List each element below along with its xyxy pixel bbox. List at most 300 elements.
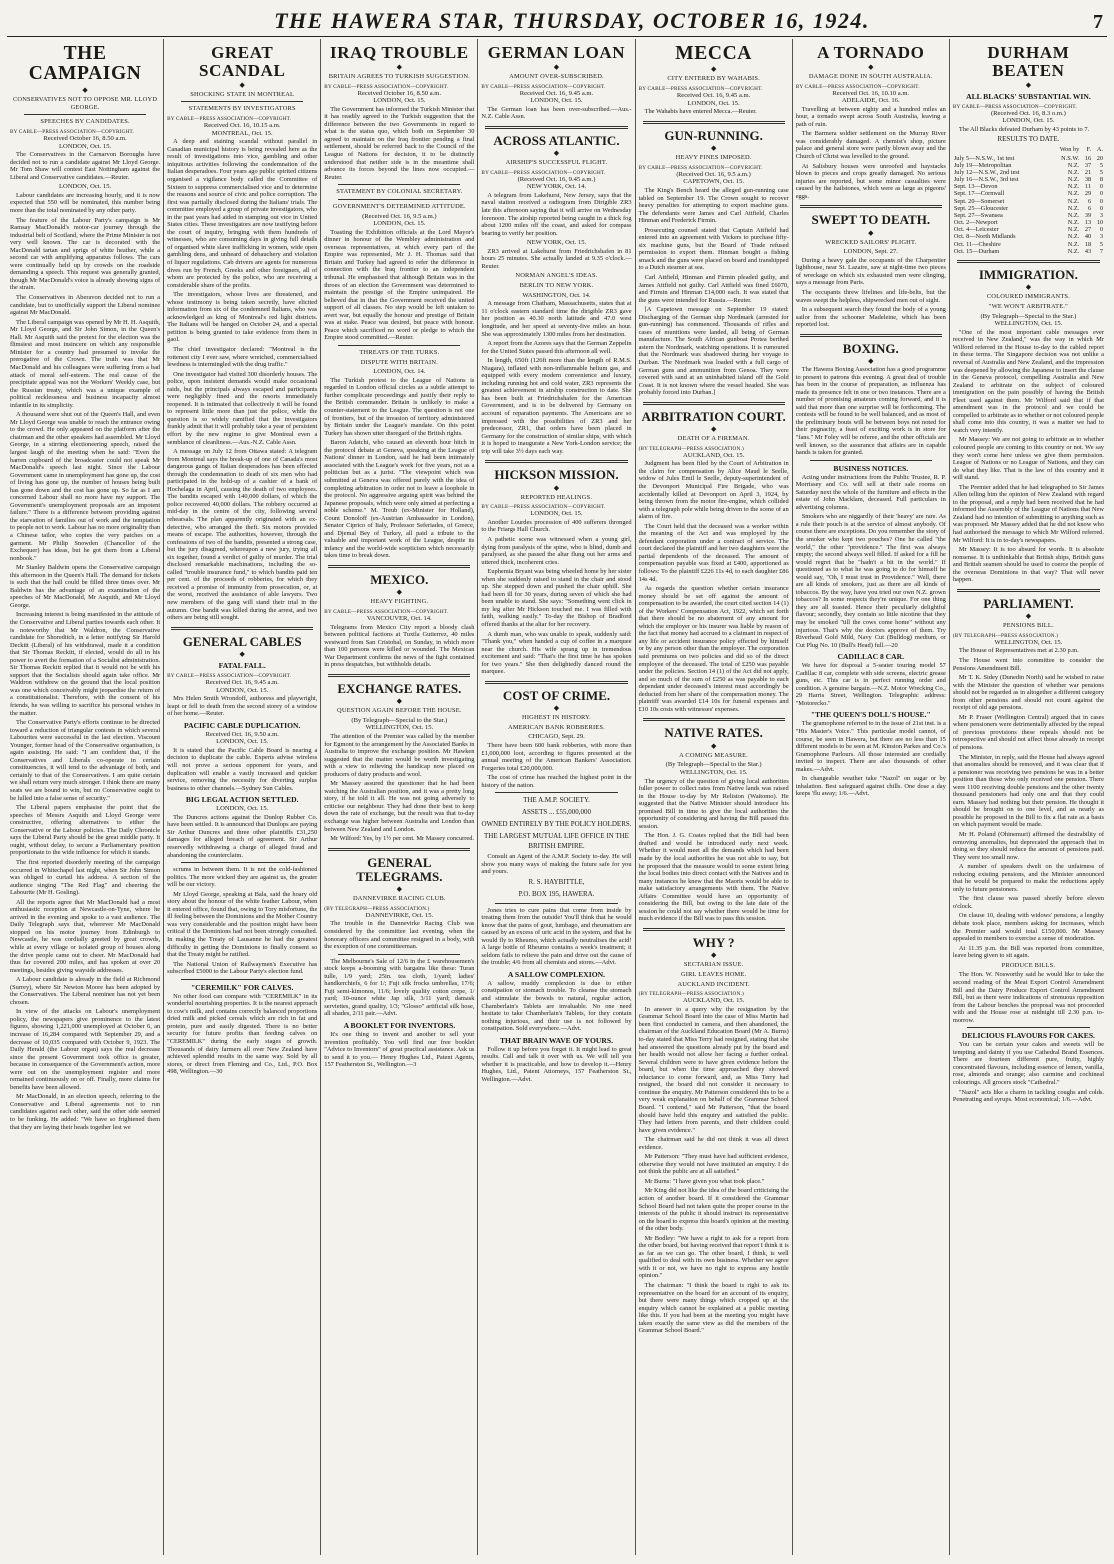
paragraph: The chief investigator declared: "Montreal is the rottenest city I ever saw, where wretched, commercialised lewdness is intermingled with the drug traffic.": [167, 345, 318, 369]
result-against: 5: [1099, 240, 1103, 248]
result-against: 0: [1099, 226, 1103, 234]
result-match: Oct. 15—Durham: [953, 247, 1000, 255]
subhead: REPORTED HEALINGS.: [520, 493, 593, 501]
divider: [24, 114, 146, 115]
headline-german-loan: GERMAN LOAN: [487, 43, 626, 62]
advert-title: "CEREMILK" FOR CALVES.: [190, 982, 294, 992]
table-row: [953, 190, 1104, 197]
dateline: LONDON, Oct. 15.: [373, 97, 426, 105]
divider: [485, 681, 627, 684]
divider: [967, 1027, 1090, 1028]
dateline: LONDON, Oct. 15.: [58, 183, 112, 191]
divider: [643, 121, 785, 124]
paragraph: Mrs Helen Smith Wrondoff, authoress and playwright, leapt or fell to death from the second storey of a window of her home.—Reuter.: [167, 695, 318, 718]
result-against: 3: [1099, 233, 1103, 241]
table-row: [953, 241, 1104, 248]
paragraph: The Conservative Party's efforts continue to be directed toward a reduction of triangular contests in which several Labourites were successful in the last election. Viscount Younger, former head of the Conservative organisation, is again assisting. He said: "I am confident that, if the Conservatives and Liberals co-operate in certain constituencies, it will tend to the advantage of both, and certainly to that of the Conservatives. I am quite certain we shall return very much stronger. I think there are many seats we are bound to win, but no Conservative ought to be lulled into a false sense of security.": [10, 719, 161, 802]
subhead: SHOCKING STATE IN MONTREAL: [190, 90, 295, 98]
advert-title: THE A.M.P. SOCIETY.: [523, 796, 590, 805]
divider: [485, 126, 627, 129]
paragraph: In a subsequent search they found the body of a young sailor from the schooner Madeleine, which has been reported lost.: [795, 306, 946, 329]
results-header-row: [953, 145, 1104, 154]
subhead: AMERICAN BANK ROBBERIES.: [508, 723, 605, 731]
ornament: ◆: [710, 425, 717, 434]
column-scandal: [164, 39, 321, 1555]
divider: [643, 718, 785, 721]
ornament: ◆: [553, 483, 560, 492]
received-line: (Received Oct. 16, 9.5 a.m.): [362, 212, 437, 220]
divider: [338, 199, 460, 200]
table-row: [953, 212, 1104, 219]
received-line: (Received Oct. 16, 8.3 o.m.): [990, 109, 1066, 117]
paragraph: The Court held that the deceased was a worker within the meaning of the Act and was employed by the defendant corporation under a contract of service. The court declared the plaintiff and her two daughters were the partial dependents of the deceased. The amount of compensation payable was fixed at £400, apportioned as follows: To the plaintiff £226 11s 4d, to each daughter £86 14s 4d.: [638, 522, 789, 583]
paragraph: Mr MacDonald, in an election speech, referring to the Conservative and Liberal agreements not to run candidates against each other, said the other side seemed to be funking. He added: "We have so frightened them that they are laying their heads together lest we: [10, 1093, 161, 1131]
paragraph: In view of the attacks on Labour's unemployment policy, the newspapers give prominence to the latest figures, showing 1,221,000 unemployed at October 6, an increase of 16,284 compared with September 29, and a decrease of 10,035 compared with October 9, 1923. The Daily Herald (the Labour organ) says the real decrease since the present Government took office is greater, because in consequence of the Government's action, more were out on the unemployment register and more remained continuously on or off. Finally, more claims for benefits have been allowed.: [10, 1008, 161, 1091]
paragraph: A telegram from Lakehurst, New Jersey, says that the naval station received a radiogram from Dirigible ZR3 late this afternoon saying that it will arrive on Wednesday forenoon. The airship reported being caught in a thick fog about 1200 miles off the coast, and asked for compass bearing to verify her position.: [481, 191, 632, 237]
result-against: 3: [1099, 211, 1103, 219]
source-line: BY CABLE—PRESS ASSOCIATION—COPYRIGHT.: [481, 169, 606, 176]
paragraph: The investigators, whose lives are threatened, and whose testimony is being taken secretly, have elicited information from six of the condemned Italians, who was acknowledged as king of Montreal's red light districts. The Italians will be hanged on October 24, and a special petition is being granted to take evidence from them in gaol.: [167, 291, 318, 344]
headline-hickson: HICKSON MISSION.: [494, 467, 619, 483]
dateline: LONDON, Sept. 27.: [843, 248, 898, 256]
paragraph: A report from the Azores says that the German Zeppelin for the United States passed this afternoon all well.: [481, 340, 632, 355]
dateline: VANCOUVER, Oct. 14.: [366, 614, 432, 622]
paragraph: The National Union of Railwaymen's Executive has subscribed £5000 to the Labour Party's election fund.: [167, 960, 318, 976]
table-row: [953, 248, 1104, 255]
received-line: Received Oct. 16, 9.45 a.m.: [205, 678, 279, 686]
divider: [171, 627, 313, 630]
divider: [328, 565, 470, 568]
paragraph: Mr H. Poland (Ohinemuri) affirmed the desirability of removing anomalies, but deprecated the approach that in doing so they should reduce the amount of pensions paid. They were too small now.: [952, 830, 1104, 861]
divider: [800, 334, 942, 337]
result-for: 39: [1084, 211, 1092, 219]
page-number: 7: [1093, 11, 1103, 33]
subhead: PACIFIC CABLE DUPLICATION.: [184, 720, 301, 730]
dateline: LONDON, Oct. 15.: [58, 142, 112, 150]
source-line: BY CABLE—PRESS ASSOCIATION—COPYRIGHT.: [638, 86, 763, 93]
result-winner: N.Z.: [1067, 204, 1080, 212]
ornament: ◆: [396, 885, 403, 894]
results-title: RESULTS TO DATE.: [997, 135, 1060, 144]
paragraph: It is stated that the Pacific Cable Board is nearing a decision to duplicate the cable. Experts advise wireless will not prove a serious opponent for years, and duplication will enable a vastly increased and quicker service, removing the necessity for diverting surplus business to other channels.—Sydney Sun Cables.: [167, 746, 318, 792]
table-row: [953, 226, 1104, 233]
paragraph: The occupants threw lifelines and life-belts, but the waves swept the helpless, shipwrecked men out of sight.: [795, 289, 946, 304]
result-match: July 12—N.S.W., 2nd test: [953, 168, 1020, 176]
advert-line: THE LARGEST MUTUAL LIFE OFFICE IN THE BRITISH EMPIRE.: [484, 831, 629, 850]
ornament: ◆: [1025, 283, 1032, 292]
result-for: 11: [1085, 183, 1092, 191]
source-line: BY CABLE—PRESS ASSOCIATION—COPYRIGHT.: [324, 608, 449, 615]
source-line: BY CABLE—PRESS ASSOCIATION—COPYRIGHT.: [10, 129, 134, 135]
paragraph: ZR3 arrived at Lakehurst from Friedrichshafen in 81 hours 25 minutes. She actually landed at 9.35 o'clock.—Reuter.: [481, 247, 632, 270]
result-match: Oct. 11—Cheshire: [953, 240, 1001, 248]
paragraph: Mr Massey: It is too absurd for words. It is absolute nonsense. It is unthinkable that British ships, British guns and British seamen should be used to coerce the people of the overseas Dominions in that way? That will never happen.: [952, 546, 1104, 584]
headline-campaign: THE CAMPAIGN: [28, 43, 142, 85]
headline-parliament: PARLIAMENT.: [983, 595, 1074, 611]
result-for: 40: [1084, 233, 1092, 241]
paragraph: scrums in between them. It is not the cold-fashioned politics. The more wicked they are against us, the greater will be our victory.: [167, 866, 318, 889]
ornament: ◆: [396, 62, 403, 71]
dateline: WELLINGTON, Oct. 15.: [994, 638, 1063, 646]
paragraph: The chairman: "I think the board is right to ask its representative on the board for an account of its enquiry, but there were many things which cropped up at the enquiry which cannot be explained at a public meeting like this. If you had been at the meeting you might have taken exactly the same view as did the members of the Grammar School Board.": [638, 1281, 789, 1335]
divider: [957, 589, 1100, 592]
result-winner: N.Z.: [1067, 240, 1080, 248]
advert-title: "THE QUEEN'S DOLL'S HOUSE.": [810, 710, 931, 720]
headline-arbitration: ARBITRATION COURT.: [641, 408, 786, 424]
result-against: 10: [1096, 219, 1103, 227]
subhead: SPEECHES BY CANDIDATES.: [40, 118, 130, 126]
dateline: AUCKLAND, Oct. 15.: [682, 451, 745, 459]
advert-line: OWNED ENTIRELY BY THE POLICY HOLDERS.: [481, 819, 632, 828]
divider: [810, 460, 932, 461]
dateline: LONDON, Oct. 15.: [216, 738, 269, 746]
paragraph: Carl Attfield, Hinman and Firmin pleaded guilty, and James Attfield not guilty. Carl Attfield was fined £6070, and Firmin and Hinman £14,000 each. It was stated that the guns were intended for Russia.—Reuter.: [638, 274, 789, 304]
source-line: BY CABLE—PRESS ASSOCIATION—COPYRIGHT.: [638, 164, 763, 171]
advert-title: THAT BRAIN WAVE OF YOURS.: [499, 1035, 613, 1045]
result-winner: N.Z.: [1067, 168, 1080, 176]
divider: [957, 260, 1100, 263]
dateline: MONTREAL, Oct. 15.: [211, 129, 273, 137]
column-mecca: [636, 39, 793, 1555]
headline-general-telegrams: GENERAL TELEGRAMS.: [356, 854, 443, 884]
subhead: WRECKED SAILORS' PLIGHT.: [825, 238, 917, 246]
divider: [328, 674, 470, 677]
divider: [181, 979, 303, 980]
source-line: BY CABLE—PRESS ASSOCIATION—COPYRIGHT.: [167, 116, 292, 123]
advert-text: "Nazol" acts like a charm in tackling coughs and colds. Penetrating and syrups. Most economical; 1/6.—Advt.: [952, 1088, 1104, 1104]
result-for: 6: [1087, 204, 1092, 212]
subhead: AIRSHIP'S SUCCESSFUL FLIGHT.: [505, 159, 608, 167]
result-match: Oct. 4—Leicester: [953, 226, 999, 234]
paragraph: The chairman said he did not think it was all direct evidence.: [638, 1136, 789, 1151]
advert-text: In changeable weather take "Nazol" on sugar or by inhalation. Best safeguard against chills. One dose a day keeps 'flu away; 1/6.—Advt.: [795, 775, 946, 798]
paragraph: The first clause was passed shortly before eleven o'clock.: [952, 895, 1104, 910]
advert-text: Consult an Agent of the A.M.P. Society to-day. He will show you many ways of making the future safe for you and yours.: [481, 853, 632, 876]
table-row: [953, 219, 1104, 226]
received-line: Received October 16, 8.50 a.m.: [43, 135, 127, 142]
dateline: CAPETOWN, Oct. 15.: [683, 178, 745, 186]
paragraph: The Barmera soldier settlement on the Murray River was considerably damaged. A chemist's shop, picture palace and general store were partly blown away and the Church of Christ was levelled to the ground.: [795, 130, 946, 160]
dateline: DANNEVIRKE, Oct. 15.: [365, 911, 434, 919]
paragraph: At 11.35 p.m. the Bill was reported from committee, leave being given to sit again.: [952, 944, 1104, 960]
result-against: 7: [1099, 247, 1103, 255]
subhead: DANNEVIRKE RACING CLUB.: [352, 895, 446, 903]
result-match: Oct. 8—North Midlands: [953, 233, 1016, 241]
result-winner: N.Z.: [1067, 176, 1080, 184]
dateline: LONDON, Oct. 15.: [216, 686, 269, 694]
paragraph: There have been 600 bank robberies, with more than £1,000,000 loot, according to figures presented at the annual meeting of the American Bankers' Association. Forgeries total £20,000,000.: [481, 742, 632, 772]
paragraph: The urgency of the question of giving local authorities fuller power to collect rates from Native lands was raised in the House to-day by Mr Reliston (Waitomo). He suggested that the Native Minister should introduce his promised Bill in time to give the local authorities the opportunity of considering and having the Bill passed this session.: [638, 777, 789, 830]
ornament: ◆: [396, 588, 403, 597]
result-winner: N.Z.: [1067, 247, 1080, 255]
subhead: A COMING MEASURE.: [679, 751, 749, 759]
table-row: [953, 198, 1104, 205]
paragraph: The first reported disorderly meeting of the campaign occurred in Whitechapel last night, when Sir John Simon was obliged to curtail his address. A section of the audience singing "The Red Flag" and cheering the Labourite (Mr H. Gosling).: [10, 858, 161, 897]
paragraph: A deep and staining scandal without parallel in Canadian municipal history is being revealed here as the result of investigations into vice, gambling and other iniquitous activities following the condemnation of the Italian desperadoes. Four years ago public spirited citizens organised a vigilance body called the Committee of Sixteen to suppress commercialised vice and to determine the reasons and source of civic and police corruption. The first was partially disclosed during the Italians' trials. The committee employed a group of private investigators, who in the past years had aided in stamping out vice in United States cities. These investigators are now testifying before the court of inquiry, bringing with them hundreds of witnesses, who are consuming days in giving full details of organised white slave trafficking in women, wide open gambling dens, and unheard of debauchery and violation of liquor regulations. Cab drivers are agents for numerous dives run by French, Greeks and other foreigners, all of whom are protected by the police, who are receiving a considerable share of the profits.: [167, 138, 318, 289]
result-match: Sept. 20—Somerset: [953, 197, 1005, 205]
advert-address: P.O. BOX 195, HAWERA.: [518, 889, 595, 898]
subhead: STATEMENT BY COLONIAL SECRETARY.: [336, 188, 463, 196]
headline-scandal: GREAT SCANDAL: [199, 43, 286, 80]
result-winner: N.Z.: [1067, 183, 1080, 191]
table-row: [953, 183, 1104, 190]
ornament: ◆: [553, 62, 560, 71]
paragraph: A message from Chatham, Massachusetts, states that at 11 o'clock eastern standard time the dirigible ZR3 gave her position as 40.30 north latitude and 47.0 west longitude, and her speed at seventy-five miles an hour. She was approximately 1300 miles from her destination.: [481, 300, 632, 338]
result-for: 27: [1084, 226, 1092, 234]
subhead: HIGHEST IN HISTORY.: [522, 714, 591, 722]
paragraph: Travelling at between eighty and a hundred miles an hour, a tornado swept across South Australia, leaving a path of ruin.: [795, 105, 946, 128]
newspaper-page: [7, 4, 1107, 1556]
paragraph: The cost of crime has reached the highest point in the history of the nation.: [481, 774, 632, 789]
ornament: ◆: [868, 62, 874, 71]
paragraph: Euphemia Bryant was being wheeled home by her sister when she suddenly raised to stand in the chair and stood up. She stepped down and pushed the chair uphill. She had been ill for 30 years, during seven of which she had been unable to stand. She says: "Something went click in my leg after Mr Hickson touched me. I was filled with faith, walking easily." To-day the Bishop of Bradford offered thanks at the altar for her recovery.: [481, 568, 632, 628]
masthead-title: THE HAWERA STAR, THURSDAY, OCTOBER 16, 1924.: [274, 8, 870, 33]
subhead: THREATS OF THE TURKS.: [359, 348, 440, 356]
headline-cost-of-crime: COST OF CRIME.: [502, 687, 611, 703]
subhead: HEAVY FIGHTING.: [370, 598, 429, 606]
ornament: ◆: [710, 144, 717, 153]
result-winner: N.S.W.: [1061, 154, 1080, 162]
paragraph: [A Capetown message on September 19 stated: Discharging of the German ship Nordmark (arrested for gun-running) has commenced. Thousands of rifles and cases of munitions were landed, all being of German manufacture. The South African gunboat Protea berthed astern the Nordmark, watching operations. It is rumoured that the Nordmark was shadowed during her voyage to Durban. The Nordmark was loaded with a full cargo of German guns and ammunition from Genoa. They were covered with sand at an uninhabited island off the Gold Coast. It is not known where the vessel headed. She was probably forced into Durban.]: [638, 306, 789, 397]
advert-name: R. S. HAYBITTLE,: [528, 877, 585, 886]
result-against: 5: [1099, 161, 1103, 169]
paragraph: Labour candidates are increasing hourly, and it is now expected that 550 will be nominated, this number being more than the total nominated by any other party.: [10, 191, 161, 215]
subhead: AUCKLAND INCIDENT.: [677, 980, 750, 988]
dateline: WELLINGTON, Oct. 15.: [365, 724, 434, 732]
dateline: LONDON, Oct. 15.: [530, 97, 583, 105]
paragraph: The Hon. W. Nosworthy said he would like to take the second reading of the Meat Export Control Amendment Bill and the Dairy Produce Export Control Amendment Bill, but as there were indications of strenuous opposition from the Labour benches the proposal was not proceeded with and the House rose at midnight till 2.30 p.m. to-morrow.: [952, 971, 1104, 1024]
paragraph: Mr Massey: We are not going to arbitrate as to whether coloured people are coming to this country or not. We say they won't come here unless we give them permission. League of Nations or no League of Nations, and they can do what they like. That is the law of this country and it will stand.: [952, 436, 1104, 482]
advert-text: No other food can compare with "CEREMILK" in its wonderful nourishing properties. It is the nearest approach to cow's milk, and contains correctly balanced proportions dried milk and picked cereals which are rich in fat and protein, pure and easily digested. There is no better security for future profits than feeding calves on "CEREMILK" during the early stages of growth. Thousands of dairy farmers all over New Zealand have achieved splendid results in the same way. Sold by all stores, or direct from Fleming and Co., Ltd., P.O. Box 498, Wellington.—30: [167, 992, 318, 1076]
result-for: 43: [1084, 247, 1092, 255]
result-for: 18: [1084, 240, 1092, 248]
dateline: NEW YORK, Oct. 14.: [526, 183, 587, 191]
paragraph: The Minister, in reply, said the House had always agreed that anomalies should be removed, and it was clear that if a pensioner was receiving two pensions he was in a better position than those who only received one pension. There were 1100 receiving double pensions and the other twenty thousand pensioners had only one and that they could earn. Massey had nothing but their pension. He thought it should be brought on to one level, and as nearly as possible he proposed in the Bill to fix a flat rate as a basis on which payment would be made.: [952, 753, 1104, 829]
paragraph: During a heavy gale the occupants of the Charpentier lighthouse, near St. Lazaire, saw at night-time two pieces of wreckage on which six exhausted men were clinging, says a message from Paris.: [795, 256, 946, 287]
table-row: [953, 176, 1104, 183]
dateline: LONDON, Oct. 15.: [216, 805, 269, 813]
result-match: Sept. 27—Swansea: [953, 211, 1003, 219]
advert-title: A BOOKLET FOR INVENTORS.: [343, 1021, 456, 1031]
result-winner: N.Z.: [1067, 161, 1080, 169]
headline-native-rates: NATIVE RATES.: [664, 725, 763, 741]
ornament: ◆: [710, 951, 717, 960]
advert-text: Follow it up before you forget it. It might lead to great results. Call and talk it over with us. We will tell you whether it is practicable, and how to develop it.—Henry Hughes, Ltd., Patent Attorneys, 157 Featherston St., Wellington.—Advt.: [481, 1045, 632, 1083]
dateline: LONDON, Oct. 15.: [1002, 117, 1055, 125]
paragraph: Telegrams from Mexico City report a bloody clash between political factions at Tuxtla Gutierrez, 40 miles westward from San Cristobal, on Sunday, in which more than 100 persons were killed or wounded. The Mexican War Department confirms the news of the fight contained in press despatches, but withholds details.: [324, 623, 475, 669]
subhead: "WE WON'T ARBITRATE.": [988, 302, 1068, 310]
received-line: (Received Oct. 16, 9.5 a.m.): [676, 170, 751, 178]
advert-text: We have for disposal a 5-seater touring model 57 Cadillac 8 car, complete with side screens, electric grease guns, etc. This car is in perfect running order and condition. A genuine bargain.—N.Z. Motor Wrecking Co., 29 Harris Street, Wellington. Telegraphic address: "Motorecko.": [795, 662, 946, 707]
results-table: [953, 145, 1104, 255]
result-for: 13: [1084, 219, 1092, 227]
result-for: 6: [1087, 197, 1092, 205]
received-line: Received Oct. 16, 10.10 a.m.: [832, 89, 910, 97]
dateline: CHICAGO, Sept. 29.: [528, 733, 585, 741]
divider: [338, 184, 460, 185]
divider: [800, 205, 942, 208]
divider: [643, 928, 785, 931]
table-row: [953, 205, 1104, 212]
paragraph: The Government has informed the Turkish Minister that it has readily agreed to the Turkish suggestion that the difference between the two Governments in regard to what is the status quo, which both on September 30 agreed to maintain on the Iraq frontier pending a final settlement, should be referred back to the Council of the League of Nations for decision, it to be distinctly understood that neither side is in the meantime shall advance its forces beyond the lines now occupied.—Reuter.: [324, 105, 475, 181]
subhead: PRODUCE BILLS.: [1001, 961, 1056, 969]
subhead: ALL BLACKS' SUBSTANTIAL WIN.: [966, 91, 1091, 101]
result-against: 5: [1099, 168, 1103, 176]
dateline: AUCKLAND, Oct. 15.: [682, 997, 745, 1005]
source-line: (BY TELEGRAPH—PRESS ASSOCIATION.): [638, 445, 744, 452]
paragraph: The Premier added that he had telegraphed to Sir James Allen telling him the opinion of New Zealand with regard to the proposal, and a reply had been received that he had informed the Assembly of the League of Nations that New Zealand had no intention of submitting to anything such as was proposed. Mr Massey added that he did not know who had authorised the message to which Mr Wilford referred. Mr Wilford: It is in to-day's newspapers.: [952, 483, 1104, 544]
ornament: ◆: [868, 228, 874, 237]
headline-across-atlantic: ACROSS ATLANTIC.: [493, 132, 620, 148]
subhead: BERLIN TO NEW YORK.: [519, 282, 594, 290]
paragraph: The Conservatives in Aberavon decided not to run a candidate, but to unofficially support the Liberal nominee against Mr MacDonald.: [10, 294, 161, 317]
paragraph: The King's Bench heard the alleged gun-running case tabled on September 19. The Crown sought to recover heavy penalties for attempting to export machine guns. The defendants were James and Carl Attfield, Charles Hinman and Frederick Firmin.: [638, 187, 789, 225]
subhead: COLOURED IMMIGRANTS.: [986, 293, 1070, 301]
result-against: 20: [1096, 154, 1103, 162]
result-match: Oct. 2—Newport: [953, 219, 998, 227]
advert-text: You can be certain your cakes and sweets will be tempting and dainty if you use Cathedral Brand Essences. There are fourteen different pure, fruity, highly concentrated flavours, including essence of lemon, vanilla, rose, almonds and orange; also carmine and cochineal colourings. All grocers stock "Cathedral.": [952, 1041, 1104, 1086]
ornament: ◆: [710, 65, 717, 74]
result-match: July 16—N.S.W., 3rd test: [953, 176, 1019, 184]
advert-title: A SALLOW COMPLEXION.: [507, 969, 606, 979]
dateline: NEW YORK, Oct. 15.: [526, 239, 587, 247]
headline-swept-to-death: SWEPT TO DEATH.: [811, 212, 931, 228]
source-line: (By Telegraph—Special to the Star.): [351, 716, 448, 724]
table-row: [953, 155, 1104, 162]
subhead: CONSERVATIVES NOT TO OPPOSE MR. LLOYD GEORGE.: [12, 95, 158, 111]
advert-text: It's one thing to invent and another to sell your invention profitably. You will find our free booklet "Advice to Inventors" of great practical assistance. Ask us to send it to you.— Henry Hughes Ltd., Patent Agents, 157 Featherston St., Wellington.—3: [324, 1031, 475, 1069]
result-winner: N.Z.: [1067, 190, 1080, 198]
paragraph: A dumb man, who was unable to speak, suddenly said: "Thank you," when handed a cup of coffee in a marquee near the church. His wife sprang up in tremendous excitement and said: "That's the first time he has spoken for two years." She then delightedly danced round the marquee.: [481, 630, 632, 676]
divider: [181, 862, 303, 863]
divider: [495, 903, 617, 904]
paragraph: One investigator had visited 300 disorderly houses. The police, upon insistent demands would make occasional raids, but the principals always escaped and participants were negligibly fined and the resorts immediately reopened. It is intimated that collectively it will be found to represent little more than just the police, while the question is so widely ramified that the investigators frankly admit that it will probably take a year of persistent effort by the new regime to give Montreal even a semblance of cleanliness.—Aus.-N.Z. Cable Assn.: [167, 370, 318, 446]
paragraph: The Wahabis have entered Mecca.—Reuter.: [644, 108, 757, 116]
paragraph: Mr P. Fraser (Wellington Central) argued that in cases where pensioners were detrimentally affected by the repeal of previous provisions these repeals should not be retrospective and should not affect those already in receipt of pensions.: [952, 713, 1104, 751]
advert-text: Jones tries to cure pains that come from inside by treating them from the outside! You'll think that he would know that the pains of gout, lumbago, and rheumatism are caused by an excess of uric acid in the system, and that he would fly to Rheumo, which actually neutralises the acid! A large bottle of Rheumo contains a week's treatment; it seldom fails to relieve the pain and drive out the cause of the trouble; 4/6 from all chemists and stores.—Advt.: [481, 906, 632, 967]
paragraph: All the reports agree that Mr MacDonald had a most enthusiastic reception at Newcastle-on-Tyne, where he arrived in the evening and spoke to a vast audience. The Daily Telegraph says that, wherever Mr MacDonald stopped on his motor journey from Edinburgh to Newcastle, he was cordially greeted by great crowds, while at every village or isolated group of houses along the drive people came out to cheer. Mr MacDonald had thus far covered 200 miles, and has spoken at over 20 meetings, besides giving wayside addresses.: [10, 898, 161, 974]
subhead: DEATH OF A FIREMAN.: [677, 435, 750, 443]
advert-text: The gramophone referred to in the issue of 21st inst. is a "His Master's Voice." This particular model cannot, of course, be seen in Hawera, but there are no less than 15 different models to be seen at M. Kinston Parkes and Co.'s Gramophone Parlours. All those interested are cordially invited to inspect. There are also thousands of other makes.—Advt.: [795, 720, 946, 773]
paragraph: Mr King did not like the idea of the board criticising the action of another board. If it considered the Grammar School Board had not taken quite the proper course in the interests of the public it should instruct its representative on the board to express this board's opinion at the meeting of the other body.: [638, 1187, 789, 1233]
source-line: (By Telegraph—Special to the Star.): [665, 761, 762, 769]
paragraph: Judgment has been filed by the Court of Arbitration in the claim for compensation by Alice Maud le Seelle, widow of Jules Emil le Seelle, deputy-superintendent of the Devonport Municipal Fire Brigade, who was accidentally killed at Devonport on April 3, 1924, by being thrown from the motor fire-engine, which collided with a telegraph pole while being driven to the scene of an alarm of fire.: [638, 460, 789, 521]
paragraph: Increasing interest is being manifested in the attitude of the Conservative and Liberal parties towards each other. It is noteworthy that Mr Waldron, the Conservative candidate for Shoreditch, in a letter notifying Sir Harold Deckitt (Liberal) of his withdrawal, made it a condition that Sir Thomas Reckitt, if elected, would do all in his power to avert the formation of a Socialist administration. Sir Thomas Reckitt replied that it would not be with his support that the Socialists should again take office. Mr Waldron withdrew on the ground that the local position was one which conceivably might jeopardise the return of a constitutionalist. Therefore, with the consent of his friends, he was willing to sacrifice his personal wishes in the matter.: [10, 611, 161, 717]
result-against: 0: [1099, 197, 1103, 205]
header-for: F.: [1086, 146, 1092, 154]
advert-line: ASSETS ... £55,000,000: [521, 808, 592, 817]
paragraph: A thousand were shut out of the Queen's Hall, and even Mr Lloyd George was unable to reach the entrance owing to the crowd. He only appeared on the platform after the chairman and the other speakers had assembled. Mr Lloyd George, in a stirring electioneering speech, raised the largest laugh of the meeting when he said: "Even the barren cupboard of the broadcaster could not speak Mr MacDonald's speech last night. Since the Labour Government came in unemployment has gone up, the cost of living has gone up, the number of houses being built has gone down and the cost has gone up. So far as I am concerned Labour shall no more have my support. The Government's unemployment proposals are an impotent failure." There is a difference between providing against the starvation of families out of work and the temptation to people not to work. Labour has no more originality than a Chinese tailor, who copies the very patches on a garment. Mr Philip Snowden (Chancellor of the Exchequer) has ideas, but he got them from a Liberal nonbook.": [10, 411, 161, 562]
result-against: 0: [1099, 183, 1103, 191]
dateline: WASHINGTON, Oct. 14.: [522, 291, 591, 299]
ornament: ◆: [239, 649, 245, 658]
paragraph: In length, 650ft (126ft more than the length of R.M.S. Niagara), inflated with non-inflammable helium gas, and equipped with every modern convenience and luxury, including running hot and cold water, ZR3 represents the greatest achievement in airship construction to date. She has been built at Friedrichshafen for the American Government, and is to be delivered by Germany on account of reparation payments. The Americans are so impressed with the possibilities of ZR3 and her predecessor, ZR1, that orders have been placed in Germany for the construction of similar ships, with which it is hoped to inaugurate a New York-London service; the trip will take 3½ days each way.: [481, 357, 632, 455]
divider: [328, 848, 470, 851]
ornament: ◆: [710, 741, 717, 750]
paragraph: A message on July 12 from Ottawa stated: A telegram from Montreal says the break-up of one of Canada's most dangerous gangs of Italian desperadoes has been effected through the condemnation to death of six men who had participated in the hold-up of a cashier of a bank of Hochelaga in April, causing the death of two employees. The bandits escaped with 140,000 dollars, of which the police recovered 40,000 dollars. The robbery occurred at mid-day in the centre of the city, following several rehearsals. The plan apparently originated with an ex-detective, who arranged the theft. Six motors provided means of escape. The authorities, however, through the confessions of two of the bandits, presented a strong case, but the jury disagreed, whereupon a new jury, trying all six together, found a verdict of guilty of murder. The trial disclosed remarkable machinations, including the so-called "trouble insurance fund," to which bandits paid ten per cent. of the proceeds of robberies, for which they received a promise of immunity from prosecution, or, at the worst, received the assistance of able lawyers. Two new members of the gang will stand their trial in the autumn. One bandit was killed during the arrest, and two others are being still sought.: [167, 448, 318, 622]
ornament: ◆: [553, 704, 560, 713]
divider: [338, 345, 460, 346]
headline-gun-running: GUN-RUNNING.: [664, 127, 763, 143]
headline-why: WHY ?: [692, 934, 735, 950]
subhead: NORMAN ANGEL'S IDEAS.: [515, 272, 598, 280]
advert-amp: [481, 796, 631, 899]
table-row: [953, 233, 1104, 240]
source-line: BY CABLE—PRESS ASSOCIATION—COPYRIGHT.: [167, 672, 292, 679]
result-winner: N.Z.: [1067, 226, 1080, 234]
received-line: (Received Oct. 16, 9.45 a.m.): [517, 175, 596, 183]
advert-text: A sallow, muddy complexion is due to either constipation or stomach trouble. To cleanse the stomach and stimulate the bowels to natural, regular action, Chamberlain's Tablets are invaluable. No one need hesitate to take Chamberlain's Tablets, for they contain nothing injurious, and their use is not followed by constipation. Sold everywhere.—Advt.: [481, 979, 632, 1033]
column-german-loan: [478, 39, 635, 1555]
source-line: BY CABLE—PRESS ASSOCIATION—COPYRIGHT.: [324, 83, 449, 90]
dateline: ADELAIDE, Oct. 16.: [841, 97, 900, 105]
paragraph: On clause 10, dealing with widows' pensions, a lengthy debate took place, members asking for increases, which the Premier said would total £150,000. Mr Massey appealed to members to exercise a sense of moderation.: [952, 912, 1104, 943]
paragraph: The Liberal campaign was opened by Mr H. H. Asquith, Mr Lloyd George, and Sir John Simon, in the Queen's Hall. Mr Asquith said the pretext for the election was the flimsiest and most insincere on which any responsible Minister for a country had presumed to invoke the prerogative of the Crown. The truth was that Mr MacDonald and his colleagues were suffering from a bad attack of moral self-esteem. The real cause of the precipitate appeal was not the Workers' Weekly case, but the Russian treaty, which was a unique example of political recklessness and business incapacity almost infantile in its simplicity.: [10, 318, 161, 409]
dateline: LONDON, Oct. 15.: [373, 220, 426, 228]
divider: [485, 460, 627, 463]
paragraph: The Turkish protest to the League of Nations is regarded in London official circles as a subtle attempt to further complicate proceedings and justify their reply to the British commander. Britain is unlikely to make a counter-statement to the League. The question is not one of frontiers, but of the invasion of territory administered by Britain under the League's mandate. On this point Turkey has shown utter disregard of the British rights.: [324, 376, 475, 437]
paragraph: The trouble in the Dannevirke Racing Club was considered by the committee last evening, when the honorary officers and committee resigned in a body, with the exception of one committeeman.: [324, 920, 475, 951]
subhead: QUESTION AGAIN BEFORE THE HOUSE.: [337, 707, 462, 715]
result-for: 16: [1084, 154, 1092, 162]
paragraph: A Labour candidate is already in the field at Richmond (Surrey), where Sir Newton Moore has been adopted by the Conservatives. The Liberal nominee has not yet been chosen.: [10, 976, 161, 1006]
subhead: BIG LEGAL ACTION SETTLED.: [185, 795, 299, 805]
headline-iraq: IRAQ TROUBLE: [330, 43, 469, 62]
column-tornado: [793, 39, 950, 1555]
header-against: A.: [1096, 146, 1103, 154]
received-line: Received Oct. 16, 9.45 a.m.: [519, 89, 594, 97]
result-against: 0: [1099, 204, 1103, 212]
result-winner: N.Z.: [1067, 219, 1080, 227]
result-against: 0: [1099, 190, 1103, 198]
dateline: LONDON, Oct. 14.: [373, 368, 426, 376]
headline-exchange: EXCHANGE RATES.: [337, 680, 462, 696]
paragraph: Acting under instructions from the Public Trustee, R. P. Morrissey and Co. will sell at their sale rooms on Saturday next the whole of the furniture and effects in the estate of John Macklam, deceased. Full particulars in advertising columns.: [795, 473, 946, 511]
paragraph: The Duncres actions against the Dunlop Rubber Co. have been settled. It is announced that Dunlops are paying Sir Arthur Duncres and three other plaintiffs £31,250 damages for alleged breach of agreement. Sir Arthur reservedly withdrawing a charge of alleged fraud and abandoning the counterclaim.: [167, 813, 318, 859]
subhead: AMOUNT OVER-SUBSCRIBED.: [509, 72, 604, 80]
paragraph: Prosecuting counsel stated that Captain Attfield had entered into an agreement with Vickers to purchase fifty-six machine guns, but the Board of Trade refused permission to export them. Hinman bought a fishing smack and the guns were placed on board and transhipped to a Dutch steamer at sea.: [638, 226, 789, 272]
column-durham: [950, 39, 1107, 1555]
dateline: WELLINGTON, Oct. 15.: [679, 768, 748, 776]
result-match: Sept. 13—Devon: [953, 183, 998, 191]
received-line: Received Oct. 16, 10.15 a.m.: [203, 122, 281, 130]
subhead: GOVERNMENT'S DETERMINED ATTITUDE.: [332, 202, 466, 210]
advert-title: DELICIOUS FLAVOURS FOR CAKES.: [961, 1031, 1095, 1041]
paragraph: Mr Burns: "I have given you what took place.": [644, 1177, 765, 1185]
paragraph: At Salisbury houses were unroofed and haystacks blown to pieces and crops greatly damaged. No serious injuries are reported, but some minor casualties were caused by the hailstones, which were as large as pigeons' eggs.: [795, 162, 946, 200]
paragraph: The Hawera Boxing Association has a good programme to present to patrons this evening. A great deal of trouble has been in the course of preparation, as influenza has made its presence felt in one or two instances. There are a number of promising amateurs coming forward, and it is said that more than one surprise will be forthcoming. The contests will be found to be well balanced, and as most of the preliminary bouts will be between boys not noted for their pugnacity, a feast of exciting work is in store for "fans." Mr Foley will be referee, and the other officials are well known, so the assurance that affairs are in capable hands is taken for granted.: [795, 366, 946, 457]
subhead: CITY ENTERED BY WAHABIS.: [667, 75, 760, 83]
received-line: Received Oct. 16, 9.50 a.m.: [205, 730, 279, 738]
result-winner: N.Z.: [1067, 233, 1080, 241]
headline-durham: DURHAM BEATEN: [987, 43, 1070, 80]
subhead: DAMAGE DONE IN SOUTH AUSTRALIA.: [808, 72, 933, 80]
paragraph: Smokers who are niggardly of their 'heavy' are rare. As a rule their pouch is at the service of almost anybody. Of course there are exceptions. Do you remember the story of the smoker who kept two pouches? One he called "the world," the other "providence." The first was always empty; the second always well filled. If asked for a fill he would regret that he "hadn't a bit in the world." If questioned as to what he was going to do for himself he would say, "Oh, I must trust in Providence." Well, there are all kinds of smokers, just as there are all kinds of tobaccos. By the way, have you tried our own N.Z. grown tobaccos? In some respects they're unique. For one thing they are all toasted. Hence their peculiarly delightful flavour; secondly, they contain so little nicotine that they may be smoked "till the cows come home" without any injurious. That's why the doctors approve of them. Try Riverhead Gold Mild, Navy Cut (Bulldog) medium, or Cut Plug No. 10 (Bull's Head) full.—20: [795, 513, 946, 649]
headline-mecca: MECCA: [675, 43, 752, 64]
headline-boxing: BOXING.: [842, 340, 899, 356]
result-match: July 5—N.S.W., 1st test: [953, 154, 1015, 162]
subhead: HEAVY FINES IMPOSED.: [675, 154, 752, 162]
divider: [495, 792, 617, 793]
ornament: ◆: [868, 357, 874, 366]
ornament: ◆: [82, 85, 88, 94]
subhead: SECTARIAN ISSUE.: [683, 961, 744, 969]
headline-mexico: MEXICO.: [370, 571, 429, 587]
source-line: BY CABLE—PRESS ASSOCIATION—COPYRIGHT.: [481, 83, 606, 90]
result-winner: N.Z.: [1067, 197, 1080, 205]
subhead: BRITAIN AGREES TO TURKISH SUGGESTION.: [328, 72, 470, 80]
ornament: ◆: [239, 80, 245, 89]
